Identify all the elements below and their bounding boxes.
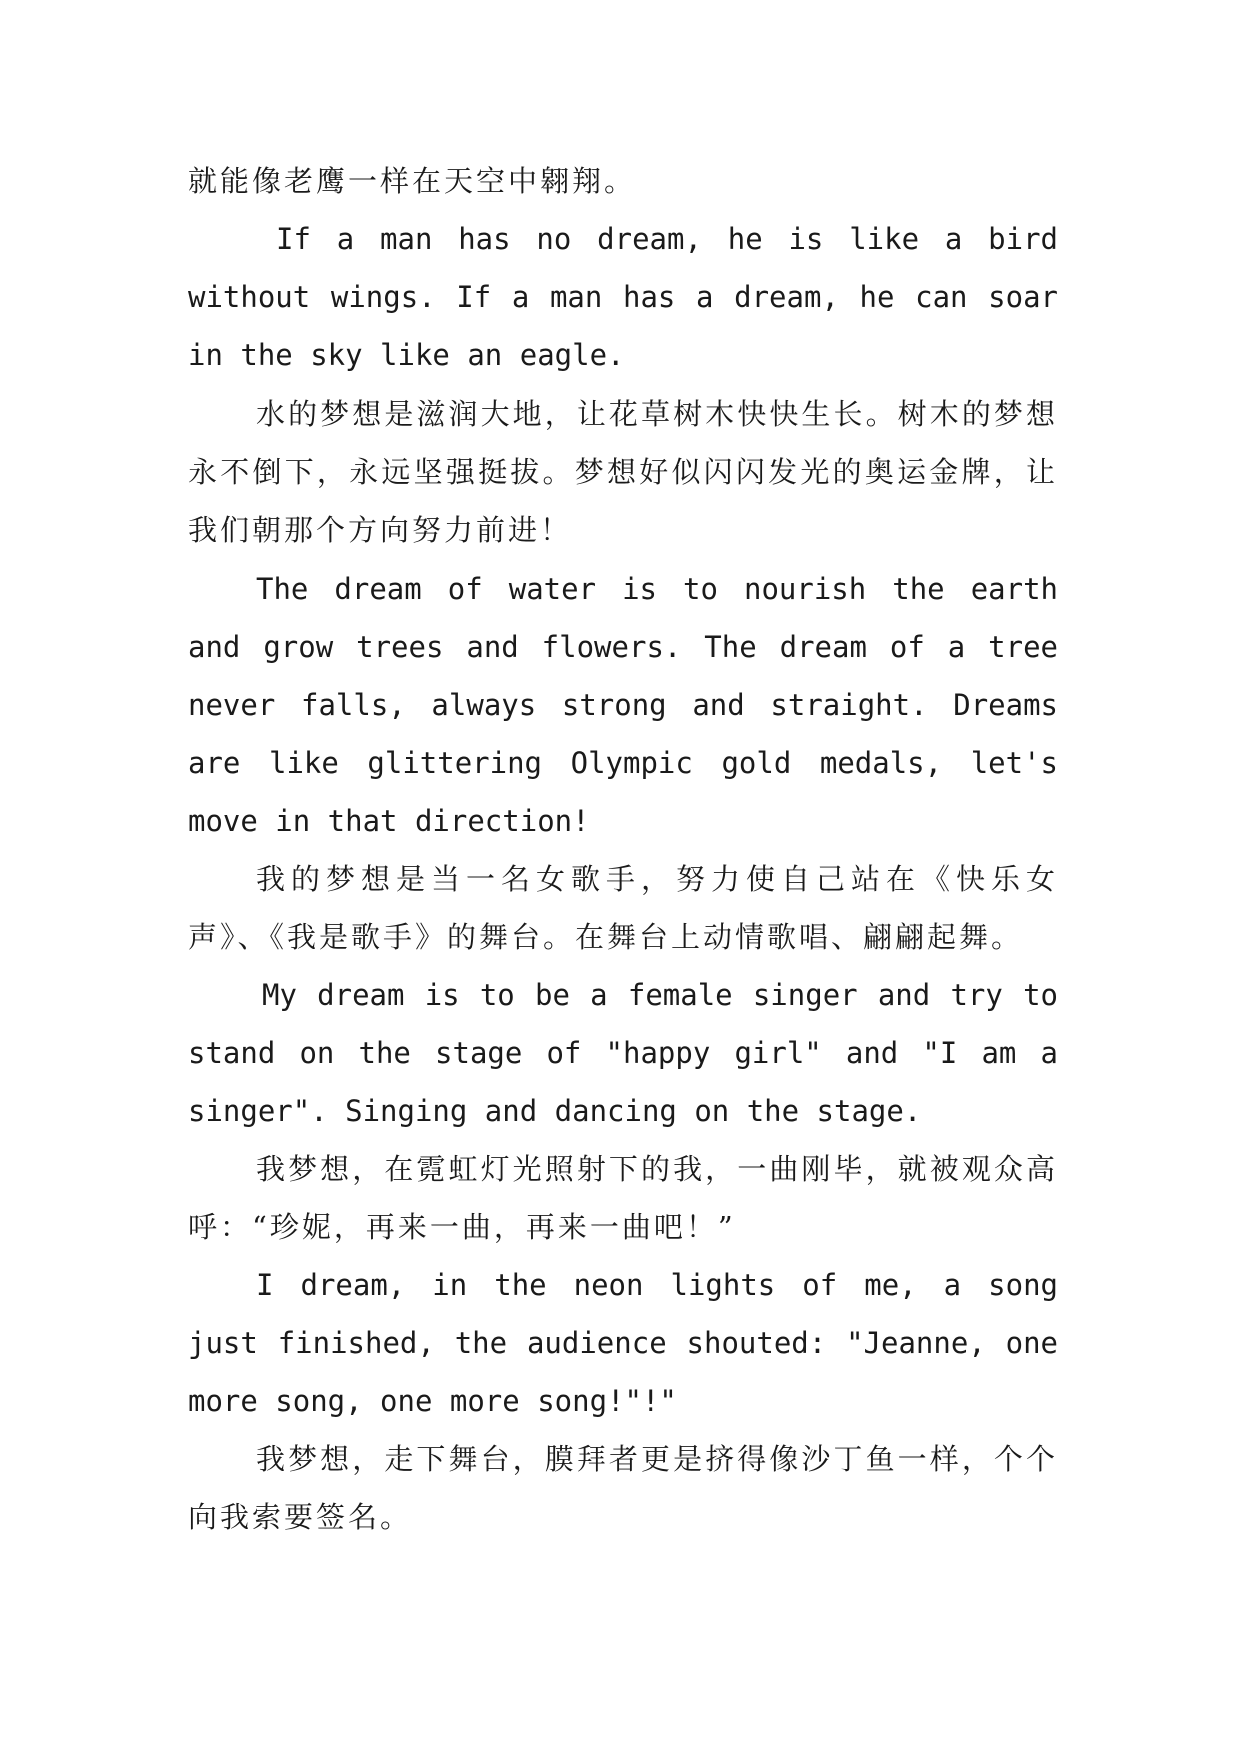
paragraph-chinese-neon: 我梦想，在霓虹灯光照射下的我，一曲刚毕，就被观众高呼：“珍妮，再来一曲，再来一曲吧！” — [188, 1152, 1058, 1244]
paragraph-chinese-autograph: 我梦想，走下舞台，膜拜者更是挤得像沙丁鱼一样，个个向我索要签名。 — [188, 1442, 1058, 1534]
paragraph-continuation: 就能像老鹰一样在天空中翱翔。 — [188, 164, 637, 198]
paragraph-english-water: The dream of water is to nourish the earth and grow trees and flowers. The dream of a tree never falls, always strong and straight. Dreams are like glittering Olympic gold medals, let's move in that direction! — [188, 572, 1058, 838]
paragraph-chinese-water: 水的梦想是滋润大地，让花草树木快快生长。树木的梦想永不倒下，永远坚强挺拔。梦想好似闪闪发光的奥运金牌，让我们朝那个方向努力前进！ — [188, 397, 1058, 547]
paragraph-english-neon: I dream, in the neon lights of me, a song just finished, the audience shouted: "Jeanne, one more song, one more song!"!" — [188, 1268, 1058, 1418]
paragraph-english-1: If a man has no dream, he is like a bird without wings. If a man has a dream, he can soar in the sky like an eagle. — [188, 222, 1058, 372]
paragraph-chinese-singer: 我的梦想是当一名女歌手，努力使自己站在《快乐女声》、《我是歌手》的舞台。在舞台上动情歌唱、翩翩起舞。 — [188, 862, 1058, 954]
paragraph-english-singer: My dream is to be a female singer and try to stand on the stage of "happy girl" and "I am a singer". Singing and dancing on the stage. — [188, 978, 1058, 1128]
